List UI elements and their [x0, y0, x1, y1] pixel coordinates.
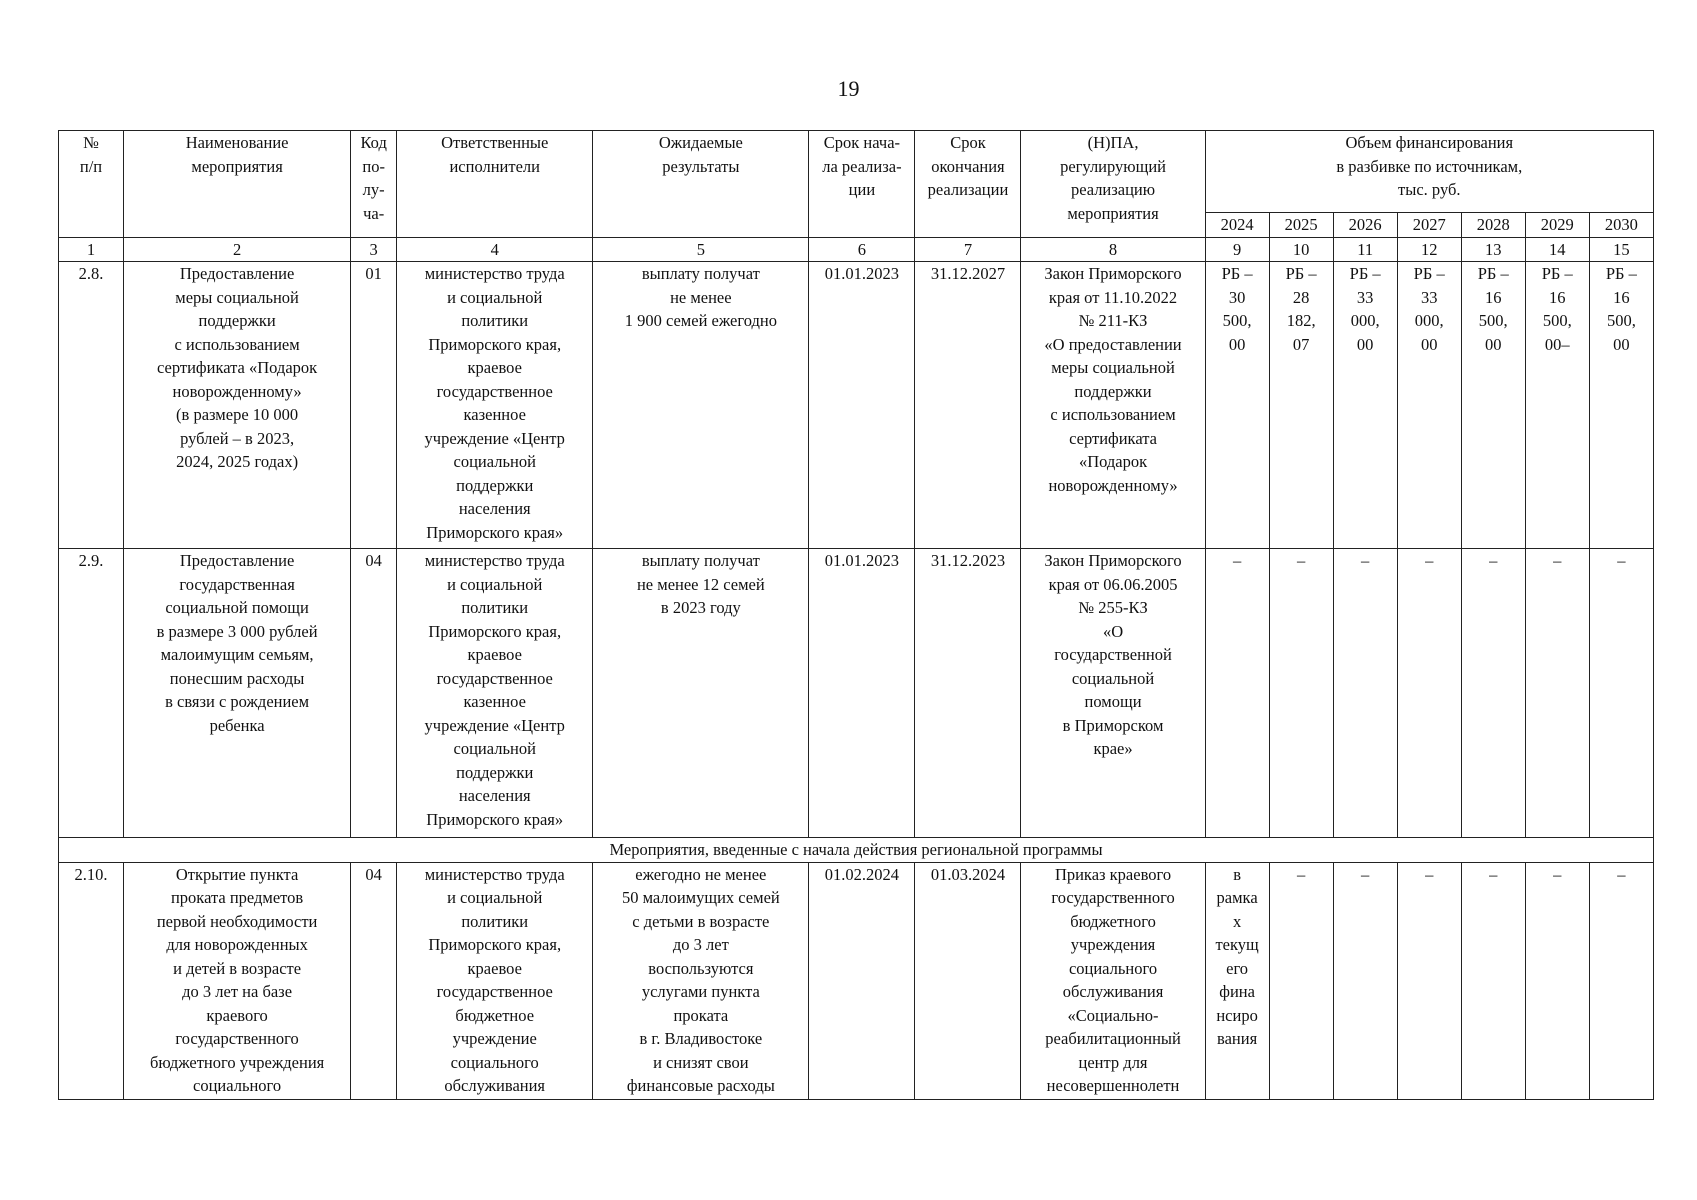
row-fin-2026: РБ – 33 000, 00: [1333, 262, 1397, 549]
header-year: 2025: [1269, 213, 1333, 238]
column-number: 14: [1525, 237, 1589, 262]
header-number: № п/п: [59, 131, 124, 238]
row-fin-2029: –: [1525, 862, 1589, 1099]
row-fin-2025: –: [1269, 549, 1333, 838]
row-results: выплату получат не менее 1 900 семей ежегодно: [593, 262, 809, 549]
row-fin-2024: –: [1205, 549, 1269, 838]
header-year: 2030: [1589, 213, 1653, 238]
row-number: 2.9.: [59, 549, 124, 838]
row-fin-2029: РБ – 16 500, 00–: [1525, 262, 1589, 549]
row-number: 2.10.: [59, 862, 124, 1099]
row-npa: Приказ краевого государственного бюджетного учреждения социального обслуживания «Социально- реабилитационный центр для несовершеннолетн: [1021, 862, 1205, 1099]
column-number: 15: [1589, 237, 1653, 262]
header-code: Код по- лу- ча-: [351, 131, 397, 238]
row-end-date: 01.03.2024: [915, 862, 1021, 1099]
column-number: 2: [124, 237, 351, 262]
column-number: 5: [593, 237, 809, 262]
column-number: 9: [1205, 237, 1269, 262]
header-year: 2027: [1397, 213, 1461, 238]
column-number: 4: [397, 237, 593, 262]
row-fin-2030: –: [1589, 549, 1653, 838]
row-name: Открытие пункта проката предметов первой необходимости для новорожденных и детей в возрасте до 3 лет на базе краевого государственного бюджетного учреждения социального: [124, 862, 351, 1099]
row-executors: министерство труда и социальной политики Приморского края, краевое государственное казенное учреждение «Центр социальной поддержки населения Приморского края»: [397, 549, 593, 838]
header-row: [59, 131, 1654, 213]
row-fin-2027: РБ – 33 000, 00: [1397, 262, 1461, 549]
header-results: Ожидаемые результаты: [593, 131, 809, 238]
row-number: 2.8.: [59, 262, 124, 549]
row-code: 04: [351, 862, 397, 1099]
row-fin-2025: РБ – 28 182, 07: [1269, 262, 1333, 549]
row-end-date: 31.12.2023: [915, 549, 1021, 838]
row-name: Предоставление государственная социальной помощи в размере 3 000 рублей малоимущим семьям, понесшим расходы в связи с рождением ребенка: [124, 549, 351, 838]
column-number: 11: [1333, 237, 1397, 262]
row-start-date: 01.01.2023: [809, 549, 915, 838]
row-fin-2030: –: [1589, 862, 1653, 1099]
column-number: 3: [351, 237, 397, 262]
header-financing: Объем финансирования в разбивке по источникам, тыс. руб.: [1205, 131, 1653, 213]
page-number: 19: [837, 76, 860, 101]
row-fin-2028: –: [1461, 549, 1525, 838]
row-results: выплату получат не менее 12 семей в 2023 году: [593, 549, 809, 838]
row-fin-2028: РБ – 16 500, 00: [1461, 262, 1525, 549]
row-name: Предоставление меры социальной поддержки с использованием сертификата «Подарок новорожденному» (в размере 10 000 рублей – в 2023, 2024, 2025 годах): [124, 262, 351, 549]
header-year: 2024: [1205, 213, 1269, 238]
column-number: 13: [1461, 237, 1525, 262]
column-number: 7: [915, 237, 1021, 262]
row-npa: Закон Приморского края от 11.10.2022 № 211-КЗ «О предоставлении меры социальной поддержки с использованием сертификата «Подарок новорожденному»: [1021, 262, 1205, 549]
row-fin-2024: в рамка х текущ его фина нсиро вания: [1205, 862, 1269, 1099]
header-executors: Ответственные исполнители: [397, 131, 593, 238]
row-fin-2029: –: [1525, 549, 1589, 838]
row-fin-2026: –: [1333, 549, 1397, 838]
row-fin-2027: –: [1397, 862, 1461, 1099]
program-table: [58, 130, 1654, 1100]
row-start-date: 01.02.2024: [809, 862, 915, 1099]
header-year: 2026: [1333, 213, 1397, 238]
row-npa: Закон Приморского края от 06.06.2005 № 255-КЗ «О государственной социальной помощи в Приморском крае»: [1021, 549, 1205, 838]
table-row: [59, 549, 1654, 838]
column-numbers-row: [59, 237, 1654, 262]
row-end-date: 31.12.2027: [915, 262, 1021, 549]
column-number: 6: [809, 237, 915, 262]
row-fin-2028: –: [1461, 862, 1525, 1099]
column-number: 8: [1021, 237, 1205, 262]
table-row: [59, 862, 1654, 1099]
row-fin-2025: –: [1269, 862, 1333, 1099]
row-fin-2027: –: [1397, 549, 1461, 838]
row-code: 01: [351, 262, 397, 549]
section-title: Мероприятия, введенные с начала действия региональной программы: [59, 838, 1654, 863]
header-year: 2029: [1525, 213, 1589, 238]
row-fin-2024: РБ – 30 500, 00: [1205, 262, 1269, 549]
table-row: [59, 262, 1654, 549]
row-executors: министерство труда и социальной политики Приморского края, краевое государственное казенное учреждение «Центр социальной поддержки населения Приморского края»: [397, 262, 593, 549]
column-number: 1: [59, 237, 124, 262]
row-results: ежегодно не менее 50 малоимущих семей с детьми в возрасте до 3 лет воспользуются услугами пункта проката в г. Владивостоке и снизят свои финансовые расходы: [593, 862, 809, 1099]
header-name: Наименование мероприятия: [124, 131, 351, 238]
row-code: 04: [351, 549, 397, 838]
header-year: 2028: [1461, 213, 1525, 238]
section-row: [59, 838, 1654, 863]
row-start-date: 01.01.2023: [809, 262, 915, 549]
header-end: Срок окончания реализации: [915, 131, 1021, 238]
column-number: 10: [1269, 237, 1333, 262]
column-number: 12: [1397, 237, 1461, 262]
row-fin-2030: РБ – 16 500, 00: [1589, 262, 1653, 549]
row-fin-2026: –: [1333, 862, 1397, 1099]
header-start: Срок нача- ла реализа- ции: [809, 131, 915, 238]
header-npa: (Н)ПА, регулирующий реализацию мероприятия: [1021, 131, 1205, 238]
row-executors: министерство труда и социальной политики Приморского края, краевое государственное бюджетное учреждение социального обслуживания: [397, 862, 593, 1099]
